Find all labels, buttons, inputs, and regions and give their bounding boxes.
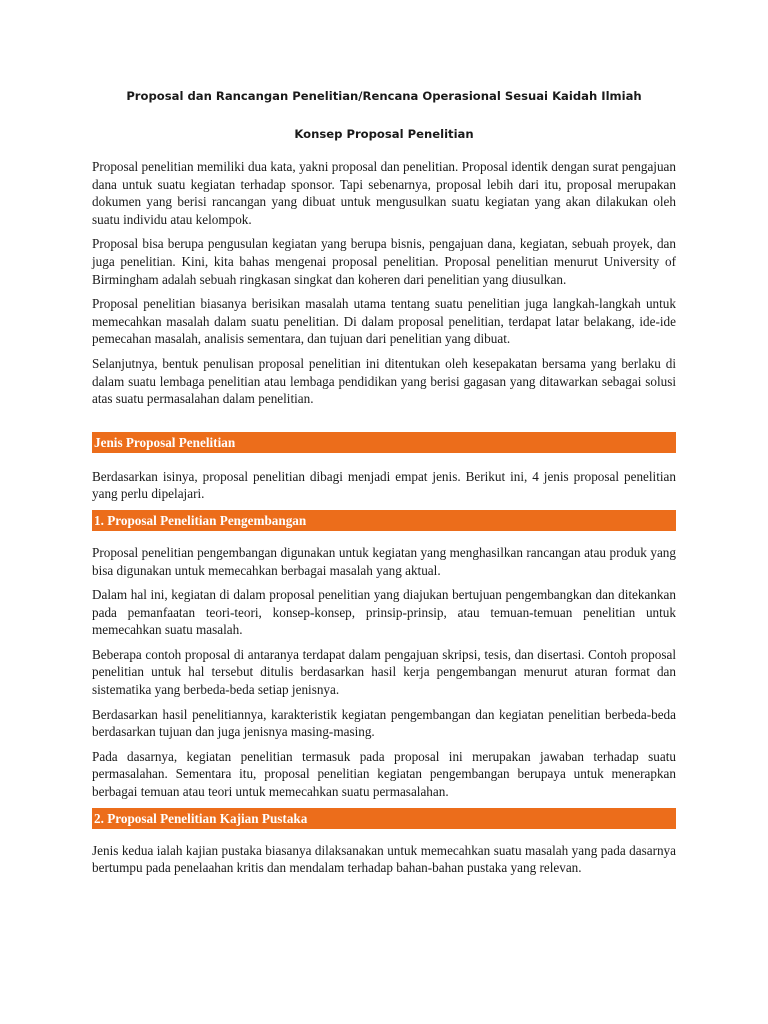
section-2-paragraph: Jenis kedua ialah kajian pustaka biasanya dilaksanakan untuk memecahkan suatu masalah yang pada dasarnya bertumpu pada penelaahan kritis dan mendalam terhadap bahan-bahan pustaka yang relevan. [92,842,676,876]
section-1-paragraph: Pada dasarnya, kegiatan penelitian termasuk pada proposal ini merupakan jawaban terhadap suatu permasalahan. Sementara itu, proposal penelitian kegiatan pengembangan berupaya untuk menerapkan berbagai temuan atau teori untuk memecahkan suatu permasalahan. [92,748,676,800]
section-1-paragraph: Beberapa contoh proposal di antaranya terdapat dalam pengajuan skripsi, tesis, dan disertasi. Contoh proposal penelitian untuk hal tersebut ditulis berdasarkan hasil kerja pengembangan menurut aturan format dan sistematika yang berbeda-beda setiap jenisnya. [92,646,676,698]
section-heading-pengembangan: 1. Proposal Penelitian Pengembangan [92,510,676,531]
section-1-paragraph: Berdasarkan hasil penelitiannya, karakteristik kegiatan pengembangan dan kegiatan penelitian berbeda-beda berdasarkan tujuan dan juga jenisnya masing-masing. [92,706,676,740]
document-page [92,88,676,884]
document-subtitle: Konsep Proposal Penelitian [294,127,474,141]
section-1-paragraph: Dalam hal ini, kegiatan di dalam proposal penelitian yang diajukan bertujuan pengembangkan dan ditekankan pada pemanfaatan teori-teori, konsep-konsep, prinsip-prinsip, atau temuan-temuan penelitian untuk memecahkan suatu masalah. [92,587,676,638]
intro-paragraph: Proposal penelitian biasanya berisikan masalah utama tentang suatu penelitian juga langkah-langkah untuk memecahkan masalah dalam suatu penelitian. Di dalam proposal penelitian, terdapat latar belakang, ide-ide pemecahan masalah, analisis sementara, dan tujuan dari penelitian yang dibuat. [92,296,676,347]
section-1-paragraph: Proposal penelitian pengembangan digunakan untuk kegiatan yang menghasilkan rancangan atau produk yang bisa digunakan untuk memecahkan berbagai masalah yang aktual. [92,544,676,578]
document-title: Proposal dan Rancangan Penelitian/Rencana Operasional Sesuai Kaidah Ilmiah [126,89,642,103]
section-heading-jenis: Jenis Proposal Penelitian [92,432,676,453]
intro-paragraph: Selanjutnya, bentuk penulisan proposal penelitian ini ditentukan oleh kesepakatan bersama yang berlaku di dalam suatu lembaga penelitian atau lembaga pendidikan yang berisi gagasan yang ditawarkan sebagai solusi atas suatu permasalahan dalam penelitian. [92,355,676,407]
section-jenis-paragraph: Berdasarkan isinya, proposal penelitian dibagi menjadi empat jenis. Berikut ini, 4 jenis proposal penelitian yang perlu dipelajari. [92,468,676,502]
section-heading-kajian-pustaka: 2. Proposal Penelitian Kajian Pustaka [92,808,676,829]
intro-paragraph: Proposal penelitian memiliki dua kata, yakni proposal dan penelitian. Proposal identik dengan surat pengajuan dana untuk suatu kegiatan terhadap sponsor. Tapi sebenarnya, proposal lebih dari itu, proposal merupakan dokumen yang berisi rancangan yang dibuat untuk mengusulkan suatu kegiatan yang akan dilakukan oleh suatu individu atau kelompok. [92,159,676,227]
intro-paragraph: Proposal bisa berupa pengusulan kegiatan yang berupa bisnis, pengajuan dana, kegiatan, sebuah proyek, dan juga penelitian. Kini, kita bahas mengenai proposal penelitian. Proposal penelitian menurut University of Birmingham adalah sebuah ringkasan singkat dan koheren dari penelitian yang diusulkan. [92,236,676,287]
